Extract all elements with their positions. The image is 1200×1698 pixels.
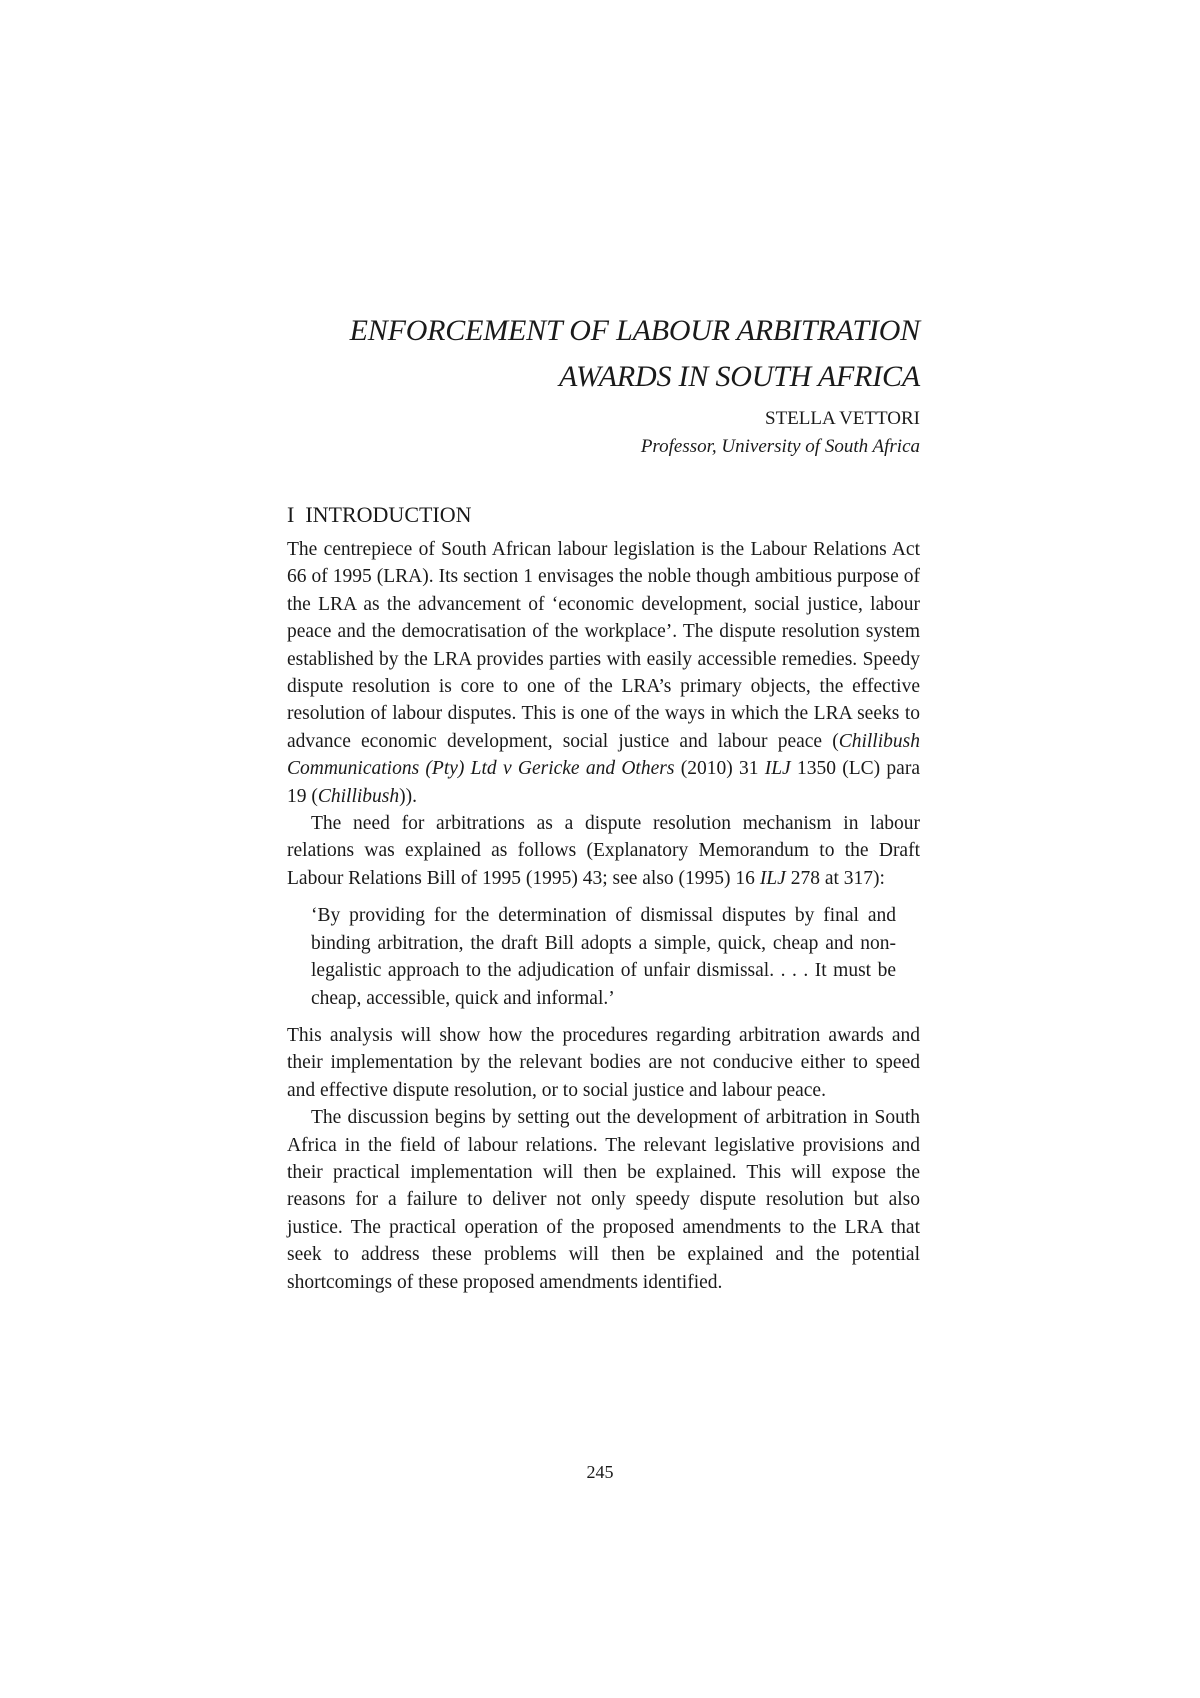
body-text <box>287 536 920 1296</box>
author-name: STELLA VETTORI <box>765 408 920 429</box>
paragraph-1-text-a: The centrepiece of South African labour legislation is the Labour Relations Act 66 of 1995 (LRA). Its section 1 envisages the noble though ambitious purpose of the LRA as the advancement of ‘economic development, social justice, labour peace and the democratisation of the workplace’. The dispute resolution system established by the LRA provides parties with easily accessible remedies. Speedy dispute resolution is core to one of the LRA’s primary objects, the effective resolution of labour disputes. This is one of the ways in which the LRA seeks to advance economic development, social justice and labour peace ( <box>287 539 920 752</box>
paragraph-3: This analysis will show how the procedures regarding arbitration awards and their implementation by the relevant bodies are not conducive either to speed and effective dispute resolution, or to social justice and labour peace. <box>287 1024 920 1101</box>
case-citation: Chillibush Communications (Pty) Ltd v Gericke and Others <box>287 730 920 780</box>
paragraph-4: The discussion begins by setting out the development of arbitration in South Africa in the field of labour relations. The relevant legislative provisions and their practical implementation will then be explained. This will expose the reasons for a failure to deliver not only speedy dispute resolution but also justice. The practical operation of the proposed amendments to the LRA that seek to address these problems will then be explained and the potential shortcomings of these proposed amendments identified. <box>287 1107 920 1293</box>
article-title <box>280 308 920 400</box>
author-affiliation: Professor, University of South Africa <box>640 436 920 457</box>
journal-abbrev: ILJ <box>759 867 786 889</box>
page-number: 245 <box>586 1462 614 1482</box>
title-line-1: ENFORCEMENT OF LABOUR ARBITRATION <box>349 314 920 347</box>
paragraph-1-text-d: )). <box>399 785 418 807</box>
paragraph-2-text-a: The need for arbitrations as a dispute resolution mechanism in labour relations was explained as follows (Explanatory Memorandum to the Draft Labour Relations Bill of 1995 (1995) 43; see also (1995) 16 <box>287 813 920 889</box>
paragraph-2-text-b: 278 at 317): <box>785 867 885 889</box>
paragraph-1-text-b: (2010) 31 <box>674 758 765 780</box>
paragraph-1-text-c: 1350 (LC) para 19 ( <box>287 758 920 807</box>
block-quote: ‘By providing for the determination of dismissal disputes by final and binding arbitration, the draft Bill adopts a simple, quick, cheap and non-legalistic approach to the adjudication of unfair dismissal. . . . It must be cheap, accessible, quick and informal.’ <box>311 905 896 1009</box>
paragraph-2 <box>287 810 920 892</box>
section-number: I <box>287 502 295 527</box>
title-line-2: AWARDS IN SOUTH AFRICA <box>559 360 920 393</box>
section-heading <box>287 500 472 530</box>
section-title: INTRODUCTION <box>305 502 472 527</box>
case-short-name: Chillibush <box>317 785 400 807</box>
paragraph-1 <box>287 536 920 810</box>
journal-abbrev: ILJ <box>764 758 791 780</box>
